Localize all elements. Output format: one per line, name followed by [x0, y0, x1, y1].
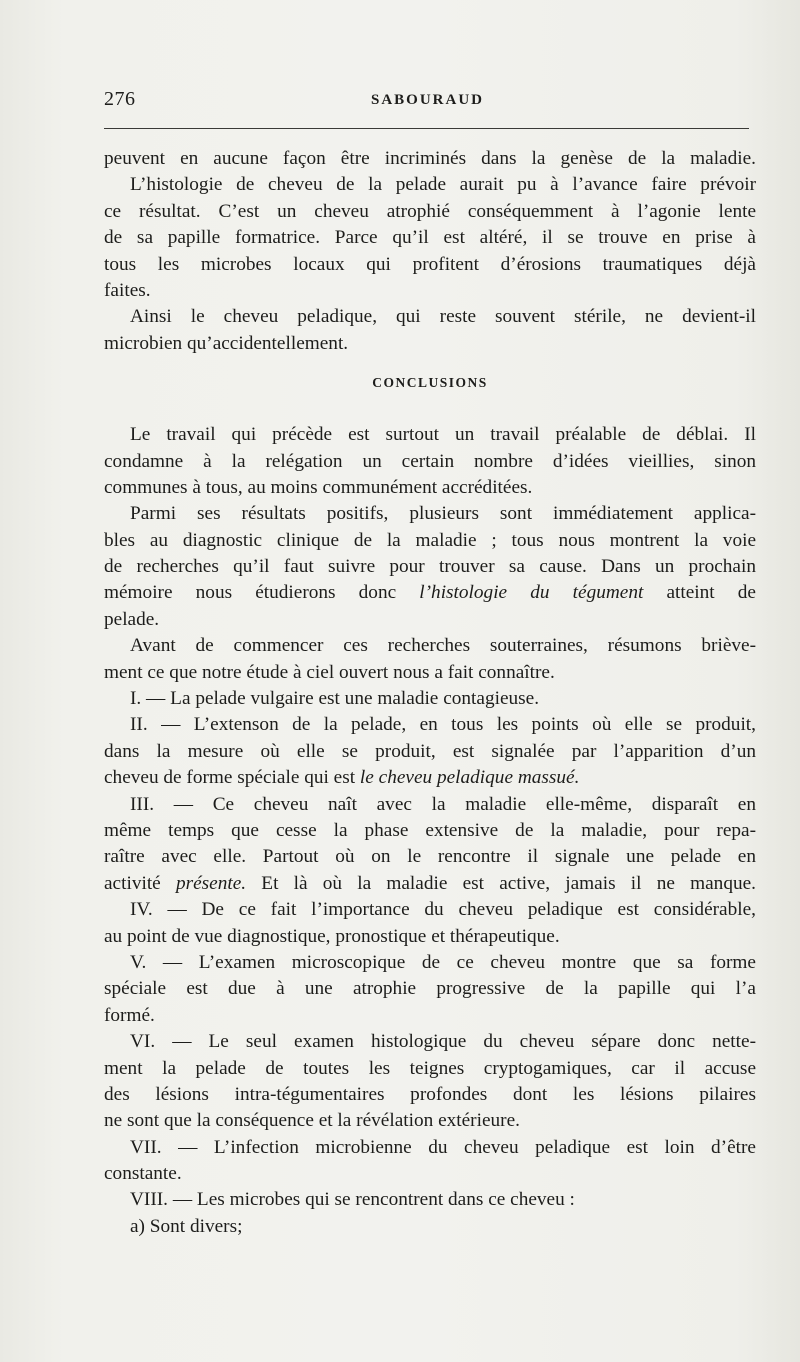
text-line: [104, 871, 756, 897]
text-line: ce résultat. C’est un cheveu atrophié conséquemment à l’agonie lente: [104, 200, 756, 222]
text-line: IV. — De ce fait l’importance du cheveu peladique est considérable,: [130, 899, 756, 921]
text-line: a) Sont divers;: [130, 1215, 243, 1237]
italic-phrase: l’histologie du tégument: [419, 582, 644, 604]
running-head: [104, 88, 750, 114]
text-line: communes à tous, au moins communément accréditées.: [104, 476, 533, 498]
text-segment: atteint de: [643, 582, 756, 604]
text-segment: cheveu de forme spéciale qui est: [104, 767, 360, 789]
text-line: ment ce que notre étude à ciel ouvert nous a fait connaître.: [104, 661, 555, 683]
text-line: pelade.: [104, 608, 160, 630]
text-line: ne sont que la conséquence et la révélation extérieure.: [104, 1110, 520, 1132]
text-line: Le travail qui précède est surtout un travail préalable de déblai. Il: [130, 424, 756, 446]
text-line: [104, 580, 756, 606]
page-number: 276: [104, 88, 136, 110]
text-line: tous les microbes locaux qui profitent d’érosions traumatiques déjà: [104, 253, 756, 275]
text-line: Parmi ses résultats positifs, plusieurs sont immédiatement applica-: [130, 503, 756, 525]
text-line: VI. — Le seul examen histologique du cheveu sépare donc nette-: [130, 1031, 756, 1053]
body-text: [104, 146, 756, 1240]
text-line: constante.: [104, 1163, 182, 1185]
text-line: VII. — L’infection microbienne du cheveu peladique est loin d’être: [130, 1136, 756, 1158]
text-line: formé.: [104, 1004, 155, 1026]
running-head-author: SABOURAUD: [371, 92, 485, 108]
text-line: [104, 765, 756, 791]
text-line: dans la mesure où elle se produit, est signalée par l’apparition d’un: [104, 740, 756, 762]
text-line: peuvent en aucune façon être incriminés dans la genèse de la maladie.: [104, 148, 756, 169]
section-heading: CONCLUSIONS: [372, 375, 488, 391]
text-line: II. — L’extenson de la pelade, en tous les points où elle se produit,: [130, 714, 756, 736]
text-line: L’histologie de cheveu de la pelade aurait pu à l’avance faire prévoir: [130, 174, 756, 196]
text-line: condamne à la relégation un certain nombre d’idées vieillies, sinon: [104, 450, 756, 472]
italic-phrase: présente.: [175, 872, 247, 894]
text-line: au point de vue diagnostique, pronostique et thérapeutique.: [104, 925, 560, 947]
text-line: des lésions intra-tégumentaires profondes dont les lésions pilaires: [104, 1083, 756, 1105]
text-segment: mémoire nous étudierons donc: [104, 582, 420, 604]
text-line: de sa papille formatrice. Parce qu’il est altéré, il se trouve en prise à: [104, 227, 756, 249]
text-line: microbien qu’accidentellement.: [104, 332, 349, 354]
text-line: même temps que cesse la phase extensive de la maladie, pour repa-: [104, 819, 756, 841]
text-line: VIII. — Les microbes qui se rencontrent dans ce cheveu :: [130, 1189, 575, 1211]
text-line: I. — La pelade vulgaire est une maladie contagieuse.: [130, 688, 540, 710]
text-line: faites.: [104, 279, 151, 301]
text-line: Avant de commencer ces recherches souterraines, résumons briève-: [130, 635, 756, 657]
text-segment: activité: [104, 872, 176, 894]
text-line: spéciale est due à une atrophie progressive de la papille qui l’a: [104, 978, 756, 1000]
heading-block: [104, 357, 756, 422]
text-line: bles au diagnostic clinique de la maladie ; tous nous montrent la voie: [104, 529, 756, 551]
text-segment: Et là où la maladie est active, jamais il ne manque.: [246, 872, 756, 894]
text-line: de recherches qu’il faut suivre pour trouver sa cause. Dans un prochain: [104, 556, 756, 578]
header-rule: [104, 128, 749, 129]
text-line: III. — Ce cheveu naît avec la maladie elle-même, disparaît en: [130, 793, 756, 815]
text-line: ment la pelade de toutes les teignes cryptogamiques, car il accuse: [104, 1057, 756, 1079]
text-line: raître avec elle. Partout où on le rencontre il signale une pelade en: [104, 846, 756, 868]
italic-phrase: le cheveu peladique massué.: [359, 767, 580, 789]
text-line: Ainsi le cheveu peladique, qui reste souvent stérile, ne devient-il: [130, 306, 756, 328]
text-line: V. — L’examen microscopique de ce cheveu montre que sa forme: [130, 951, 756, 973]
